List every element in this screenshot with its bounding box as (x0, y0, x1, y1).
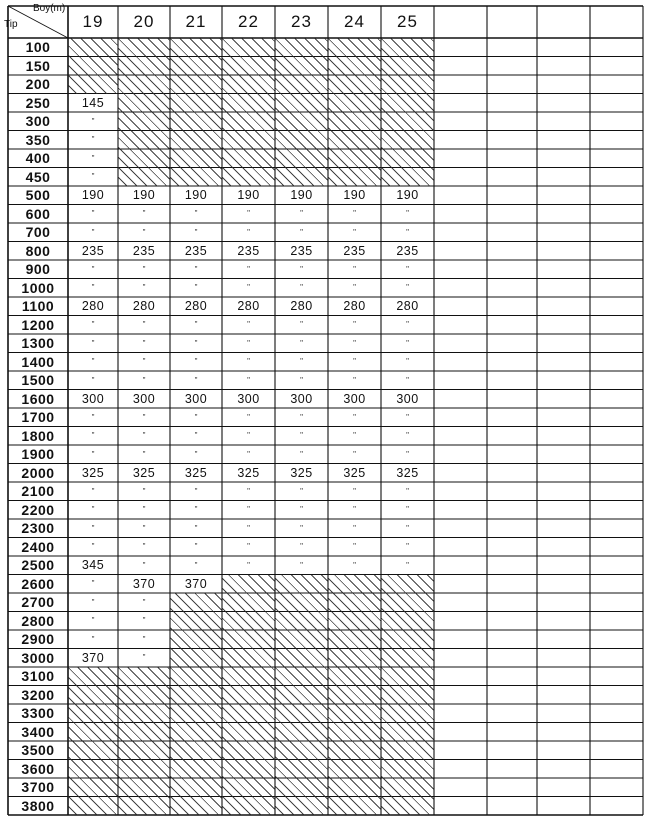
value-cell: 190 (237, 188, 260, 203)
row-label: 3700 (21, 779, 55, 796)
ditto-mark: " (300, 523, 303, 533)
value-cell: 190 (81, 188, 105, 203)
ditto-mark: " (91, 209, 95, 219)
row-label: 1500 (21, 372, 55, 389)
ditto-mark: " (247, 560, 250, 570)
ditto-mark: " (247, 505, 250, 515)
ditto-mark: " (194, 375, 198, 385)
ditto-mark: " (142, 523, 146, 533)
column-header (537, 6, 590, 38)
ditto-mark: " (142, 320, 146, 330)
value-cell: 300 (237, 391, 260, 406)
ditto-mark: " (142, 283, 146, 293)
ditto-mark: " (353, 227, 356, 237)
ditto-mark: " (300, 449, 303, 459)
row-label: 1000 (21, 279, 55, 296)
ditto-mark: " (194, 486, 198, 496)
ditto-mark: " (91, 172, 95, 182)
ditto-mark: " (406, 320, 409, 330)
ditto-mark: " (406, 264, 409, 274)
hatched-region (170, 593, 222, 815)
ditto-mark: " (142, 431, 146, 441)
row-label: 1300 (21, 335, 55, 352)
ditto-mark: " (406, 523, 409, 533)
ditto-mark: " (406, 375, 409, 385)
ditto-mark: " (247, 449, 250, 459)
hatched-region (328, 38, 381, 186)
ditto-mark: " (91, 449, 95, 459)
column-header: 25 (397, 12, 418, 31)
row-label: 1800 (21, 427, 55, 444)
ditto-mark: " (300, 209, 303, 219)
value-cell: 300 (132, 391, 156, 406)
corner-label-boy: Boy(m) (33, 3, 66, 14)
value-cell: 145 (81, 95, 105, 110)
row-label: 2900 (21, 631, 55, 648)
ditto-mark: " (300, 505, 303, 515)
hatched-region (68, 38, 118, 94)
value-cell: 235 (184, 243, 208, 258)
ditto-mark: " (142, 412, 146, 422)
row-label: 2800 (21, 612, 55, 629)
value-cell: 235 (132, 243, 156, 258)
ditto-mark: " (406, 357, 409, 367)
value-cell: 300 (81, 391, 105, 406)
value-cell: 235 (237, 243, 260, 258)
ditto-mark: " (300, 283, 303, 293)
value-cell: 190 (343, 188, 366, 203)
row-label: 2300 (21, 520, 55, 537)
ditto-mark: " (406, 283, 409, 293)
ditto-mark: " (247, 320, 250, 330)
value-cell: 300 (290, 391, 313, 406)
value-cell: 300 (184, 391, 208, 406)
ditto-mark: " (142, 653, 146, 663)
row-label: 200 (25, 76, 51, 93)
ditto-mark: " (91, 542, 95, 552)
ditto-mark: " (353, 283, 356, 293)
row-label: 500 (25, 187, 51, 204)
ditto-mark: " (300, 357, 303, 367)
ditto-mark: " (91, 431, 95, 441)
ditto-mark: " (300, 542, 303, 552)
row-label: 2000 (21, 464, 55, 481)
column-header: 19 (82, 12, 104, 31)
value-cell: 280 (396, 299, 419, 314)
ditto-mark: " (194, 523, 198, 533)
ditto-mark: " (91, 597, 95, 607)
ditto-mark: " (91, 227, 95, 237)
value-cell: 325 (396, 465, 419, 480)
ditto-mark: " (353, 431, 356, 441)
ditto-mark: " (406, 338, 409, 348)
ditto-mark: " (194, 264, 198, 274)
row-label: 2700 (21, 594, 55, 611)
ditto-mark: " (406, 412, 409, 422)
row-label: 900 (25, 261, 51, 278)
ditto-mark: " (142, 560, 146, 570)
hatched-region (381, 38, 434, 186)
ditto-mark: " (353, 412, 356, 422)
row-label: 300 (25, 113, 51, 130)
ditto-mark: " (194, 412, 198, 422)
row-label: 700 (25, 224, 51, 241)
row-label: 1700 (21, 409, 55, 426)
row-label: 150 (25, 57, 51, 74)
value-cell: 190 (184, 188, 208, 203)
ditto-mark: " (247, 357, 250, 367)
ditto-mark: " (142, 505, 146, 515)
ditto-mark: " (353, 209, 356, 219)
ditto-mark: " (353, 523, 356, 533)
value-cell: 190 (396, 188, 419, 203)
value-cell: 235 (290, 243, 313, 258)
value-cell: 325 (184, 465, 208, 480)
value-cell: 325 (132, 465, 156, 480)
row-label: 1200 (21, 316, 55, 333)
value-cell: 325 (237, 465, 260, 480)
row-label: 450 (25, 168, 51, 185)
value-cell: 370 (184, 576, 208, 591)
value-cell: 280 (81, 299, 105, 314)
value-cell: 370 (81, 650, 105, 665)
row-label: 600 (25, 205, 51, 222)
value-cell: 345 (81, 558, 105, 573)
row-label: 3200 (21, 686, 55, 703)
ditto-mark: " (91, 135, 95, 145)
column-header: 21 (185, 12, 207, 31)
row-label: 3000 (21, 649, 55, 666)
ditto-mark: " (91, 320, 95, 330)
ditto-mark: " (91, 153, 95, 163)
ditto-mark: " (142, 338, 146, 348)
ditto-mark: " (194, 357, 198, 367)
ditto-mark: " (194, 227, 198, 237)
ditto-mark: " (247, 523, 250, 533)
value-cell: 300 (396, 391, 419, 406)
ditto-mark: " (353, 560, 356, 570)
hatched-region (118, 38, 170, 186)
ditto-mark: " (194, 320, 198, 330)
value-cell: 325 (343, 465, 366, 480)
ditto-mark: " (194, 209, 198, 219)
ditto-mark: " (353, 486, 356, 496)
row-label: 3300 (21, 705, 55, 722)
ditto-mark: " (194, 431, 198, 441)
ditto-mark: " (300, 431, 303, 441)
row-label: 2400 (21, 538, 55, 555)
row-label: 800 (25, 242, 51, 259)
value-cell: 280 (343, 299, 366, 314)
row-label: 2100 (21, 483, 55, 500)
column-header (487, 6, 537, 38)
ditto-mark: " (91, 634, 95, 644)
value-cell: 235 (396, 243, 419, 258)
value-cell: 190 (290, 188, 313, 203)
ditto-mark: " (142, 209, 146, 219)
ditto-mark: " (353, 357, 356, 367)
column-header (590, 6, 643, 38)
ditto-mark: " (142, 449, 146, 459)
row-label: 2600 (21, 575, 55, 592)
ditto-mark: " (247, 264, 250, 274)
ditto-mark: " (91, 486, 95, 496)
row-label: 1100 (21, 298, 55, 315)
ditto-mark: " (247, 486, 250, 496)
value-cell: 280 (132, 299, 156, 314)
ditto-mark: " (194, 283, 198, 293)
ditto-mark: " (142, 634, 146, 644)
ditto-mark: " (91, 616, 95, 626)
column-header (434, 6, 487, 38)
ditto-mark: " (142, 616, 146, 626)
ditto-mark: " (91, 264, 95, 274)
hatched-region (68, 667, 118, 815)
ditto-mark: " (300, 486, 303, 496)
column-header: 24 (344, 12, 365, 31)
ditto-mark: " (406, 505, 409, 515)
ditto-mark: " (91, 283, 95, 293)
value-cell: 280 (184, 299, 208, 314)
ditto-mark: " (91, 375, 95, 385)
ditto-mark: " (194, 560, 198, 570)
row-label: 350 (25, 131, 51, 148)
ditto-mark: " (91, 505, 95, 515)
ditto-mark: " (247, 431, 250, 441)
ditto-mark: " (300, 338, 303, 348)
ditto-mark: " (142, 597, 146, 607)
ditto-mark: " (300, 412, 303, 422)
ditto-mark: " (406, 542, 409, 552)
ditto-mark: " (247, 209, 250, 219)
row-label: 400 (25, 150, 51, 167)
ditto-mark: " (300, 320, 303, 330)
ditto-mark: " (194, 449, 198, 459)
ditto-mark: " (194, 542, 198, 552)
ditto-mark: " (247, 542, 250, 552)
ditto-mark: " (353, 542, 356, 552)
ditto-mark: " (91, 357, 95, 367)
hatched-region (118, 667, 170, 815)
row-label: 3100 (21, 668, 55, 685)
value-cell: 370 (132, 576, 156, 591)
hatched-region (381, 575, 434, 816)
ditto-mark: " (353, 338, 356, 348)
corner-label-tip: Tip (4, 19, 18, 30)
value-cell: 325 (81, 465, 105, 480)
ditto-mark: " (142, 227, 146, 237)
hatched-region (170, 38, 222, 186)
ditto-mark: " (247, 375, 250, 385)
row-label: 1400 (21, 353, 55, 370)
ditto-mark: " (353, 320, 356, 330)
row-label: 3400 (21, 723, 55, 740)
ditto-mark: " (406, 449, 409, 459)
ditto-mark: " (406, 431, 409, 441)
row-label: 2500 (21, 557, 55, 574)
row-label: 3600 (21, 760, 55, 777)
row-label: 100 (25, 39, 51, 56)
value-cell: 190 (132, 188, 156, 203)
value-cell: 235 (81, 243, 105, 258)
column-header: 23 (291, 12, 312, 31)
ditto-mark: " (142, 264, 146, 274)
hatched-region (222, 38, 275, 186)
row-label: 2200 (21, 501, 55, 518)
ditto-mark: " (300, 375, 303, 385)
hatched-region (275, 38, 328, 186)
hatched-region (328, 575, 381, 816)
row-label: 1600 (21, 390, 55, 407)
ditto-mark: " (194, 505, 198, 515)
value-cell: 235 (343, 243, 366, 258)
ditto-mark: " (300, 264, 303, 274)
ditto-mark: " (91, 412, 95, 422)
ditto-mark: " (91, 579, 95, 589)
ditto-mark: " (142, 375, 146, 385)
ditto-mark: " (353, 505, 356, 515)
ditto-mark: " (247, 412, 250, 422)
row-label: 3500 (21, 742, 55, 759)
ditto-mark: " (194, 338, 198, 348)
ditto-mark: " (91, 523, 95, 533)
ditto-mark: " (91, 338, 95, 348)
hatched-region (275, 575, 328, 816)
ditto-mark: " (300, 560, 303, 570)
ditto-mark: " (247, 283, 250, 293)
ditto-mark: " (406, 486, 409, 496)
ditto-mark: " (406, 560, 409, 570)
ditto-mark: " (91, 116, 95, 126)
ditto-mark: " (300, 227, 303, 237)
ditto-mark: " (353, 375, 356, 385)
column-header: 20 (133, 12, 155, 31)
ditto-mark: " (406, 227, 409, 237)
value-cell: 280 (237, 299, 260, 314)
ditto-mark: " (142, 486, 146, 496)
value-cell: 300 (343, 391, 366, 406)
ditto-mark: " (247, 338, 250, 348)
row-label: 250 (25, 94, 51, 111)
value-cell: 325 (290, 465, 313, 480)
column-header: 22 (238, 12, 259, 31)
ditto-mark: " (353, 264, 356, 274)
ditto-mark: " (142, 542, 146, 552)
ditto-mark: " (353, 449, 356, 459)
hatched-region (222, 575, 275, 816)
ditto-mark: " (247, 227, 250, 237)
value-cell: 280 (290, 299, 313, 314)
ditto-mark: " (406, 209, 409, 219)
row-label: 3800 (21, 797, 55, 814)
ditto-mark: " (142, 357, 146, 367)
row-label: 1900 (21, 446, 55, 463)
